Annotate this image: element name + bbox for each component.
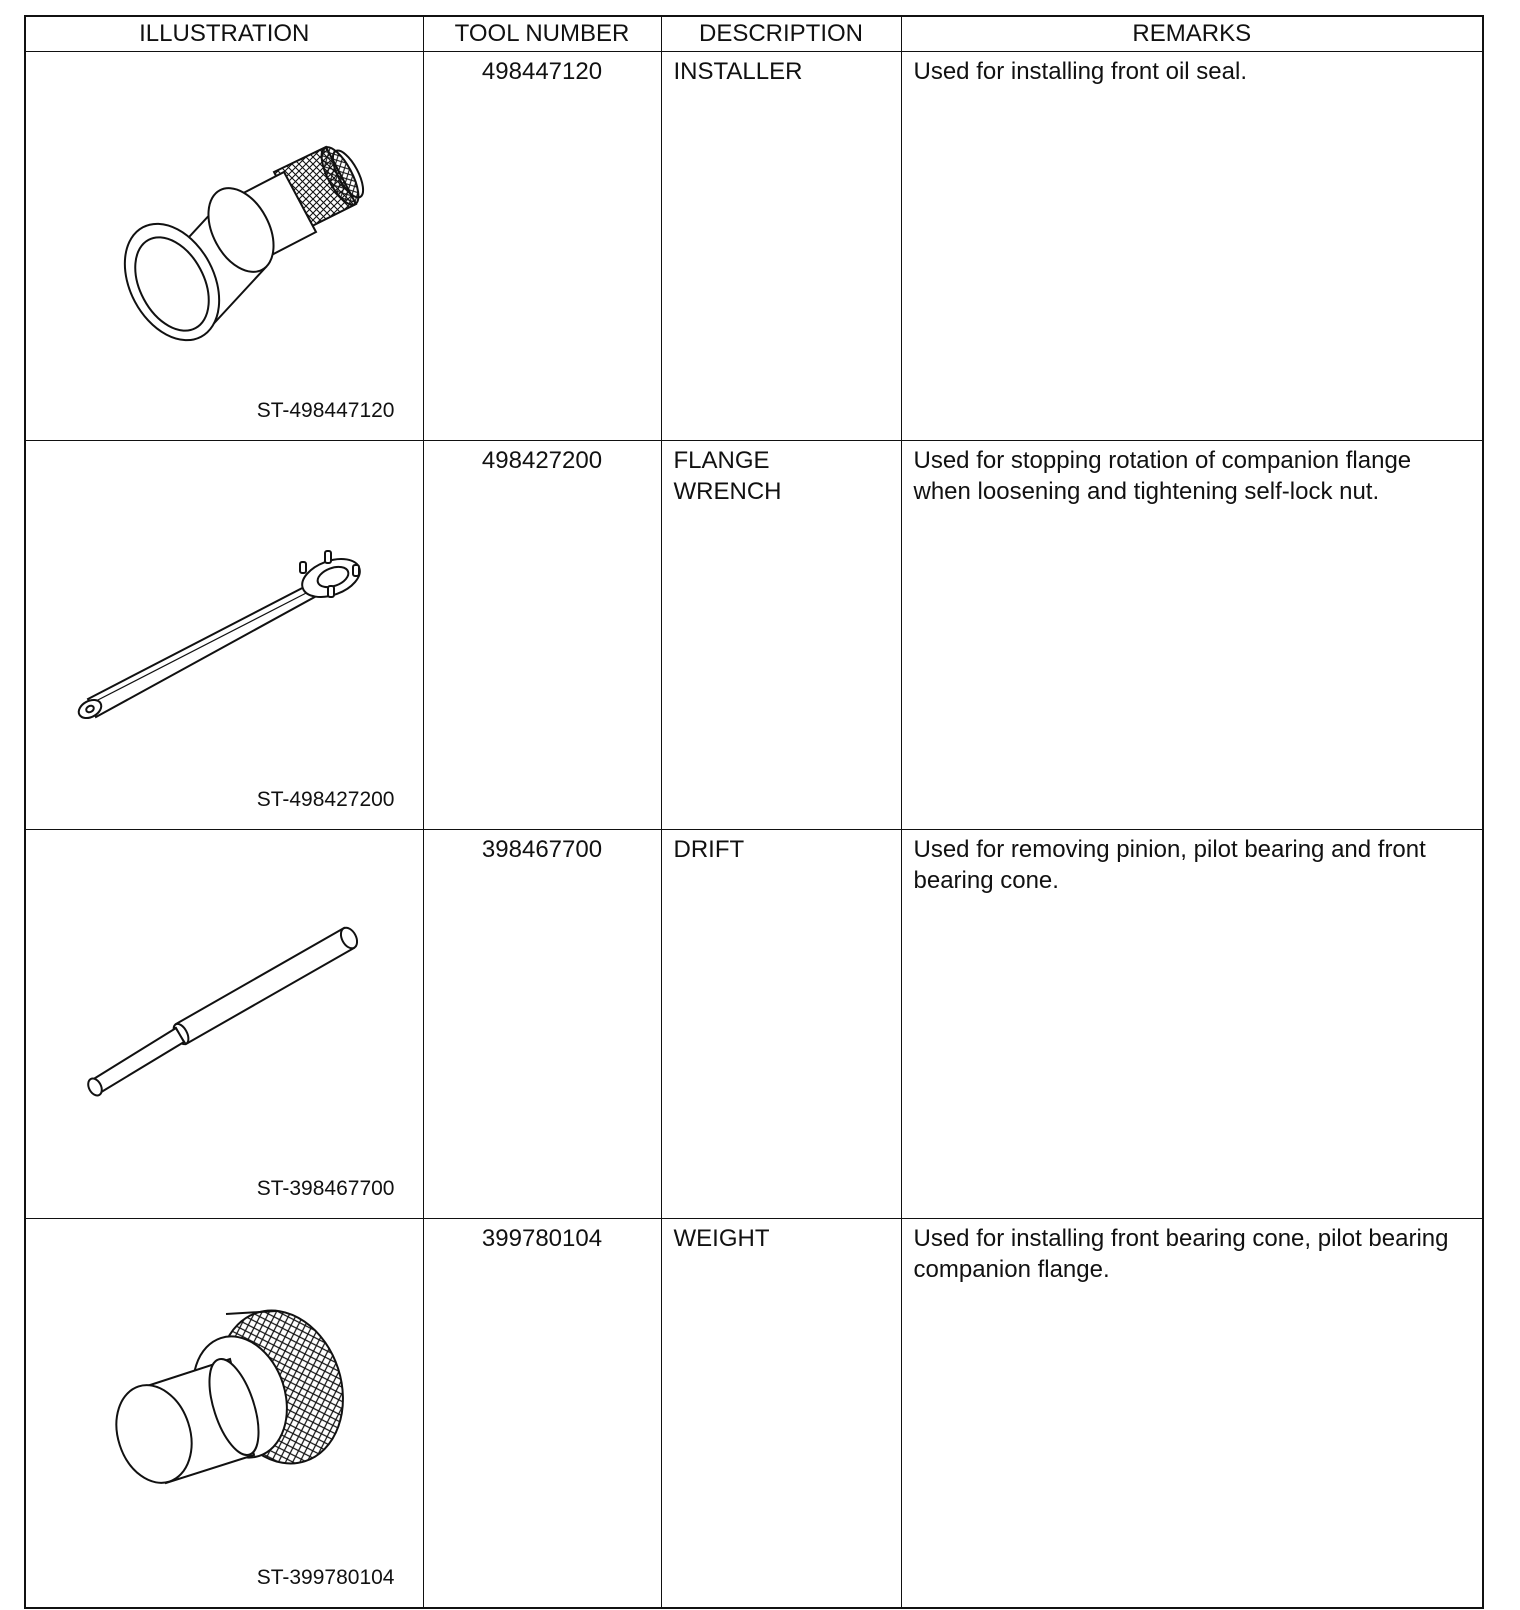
description-cell: FLANGE WRENCH [661,441,901,830]
illustration-caption: ST-398467700 [256,1177,395,1200]
table-row [25,1219,1483,1609]
installer-icon [26,52,424,436]
header-remarks: REMARKS [901,16,1483,52]
illustration-cell [25,830,423,1219]
tool-number-cell [423,1219,661,1609]
illustration-cell [25,1219,423,1609]
header-description: DESCRIPTION [661,16,901,52]
table-row [25,830,1483,1219]
description-cell: DRIFT [661,830,901,1219]
tool-number-cell [423,830,661,1219]
illustration-cell [25,441,423,830]
flange-wrench-icon [26,441,424,825]
header-tool-number: TOOL NUMBER [423,16,661,52]
remarks-cell: Used for stopping rotation of companion flange when loosening and tightening self-lock nut. [901,441,1483,830]
tool-number: 399780104 [481,1225,603,1252]
illustration-cell [25,52,423,441]
table-row [25,441,1483,830]
illustration-caption: ST-498447120 [256,399,395,422]
remarks-cell: Used for installing front oil seal. [901,52,1483,441]
tool-number-cell [423,52,661,441]
description-cell: WEIGHT [661,1219,901,1609]
drift-icon [26,830,424,1214]
header-illustration: ILLUSTRATION [25,16,423,52]
table-header-row [25,16,1483,52]
remarks-cell: Used for removing pinion, pilot bearing and front bearing cone. [901,830,1483,1219]
illustration-caption: ST-498427200 [256,788,395,811]
table-row [25,52,1483,441]
remarks-cell: Used for installing front bearing cone, pilot bearing companion flange. [901,1219,1483,1609]
description-cell: INSTALLER [661,52,901,441]
tool-number: 498447120 [481,58,603,85]
tool-number-cell [423,441,661,830]
tool-number: 498427200 [481,447,603,474]
weight-icon [26,1219,424,1603]
special-tools-table [24,15,1484,1609]
tool-number: 398467700 [481,836,603,863]
illustration-caption: ST-399780104 [256,1566,395,1589]
